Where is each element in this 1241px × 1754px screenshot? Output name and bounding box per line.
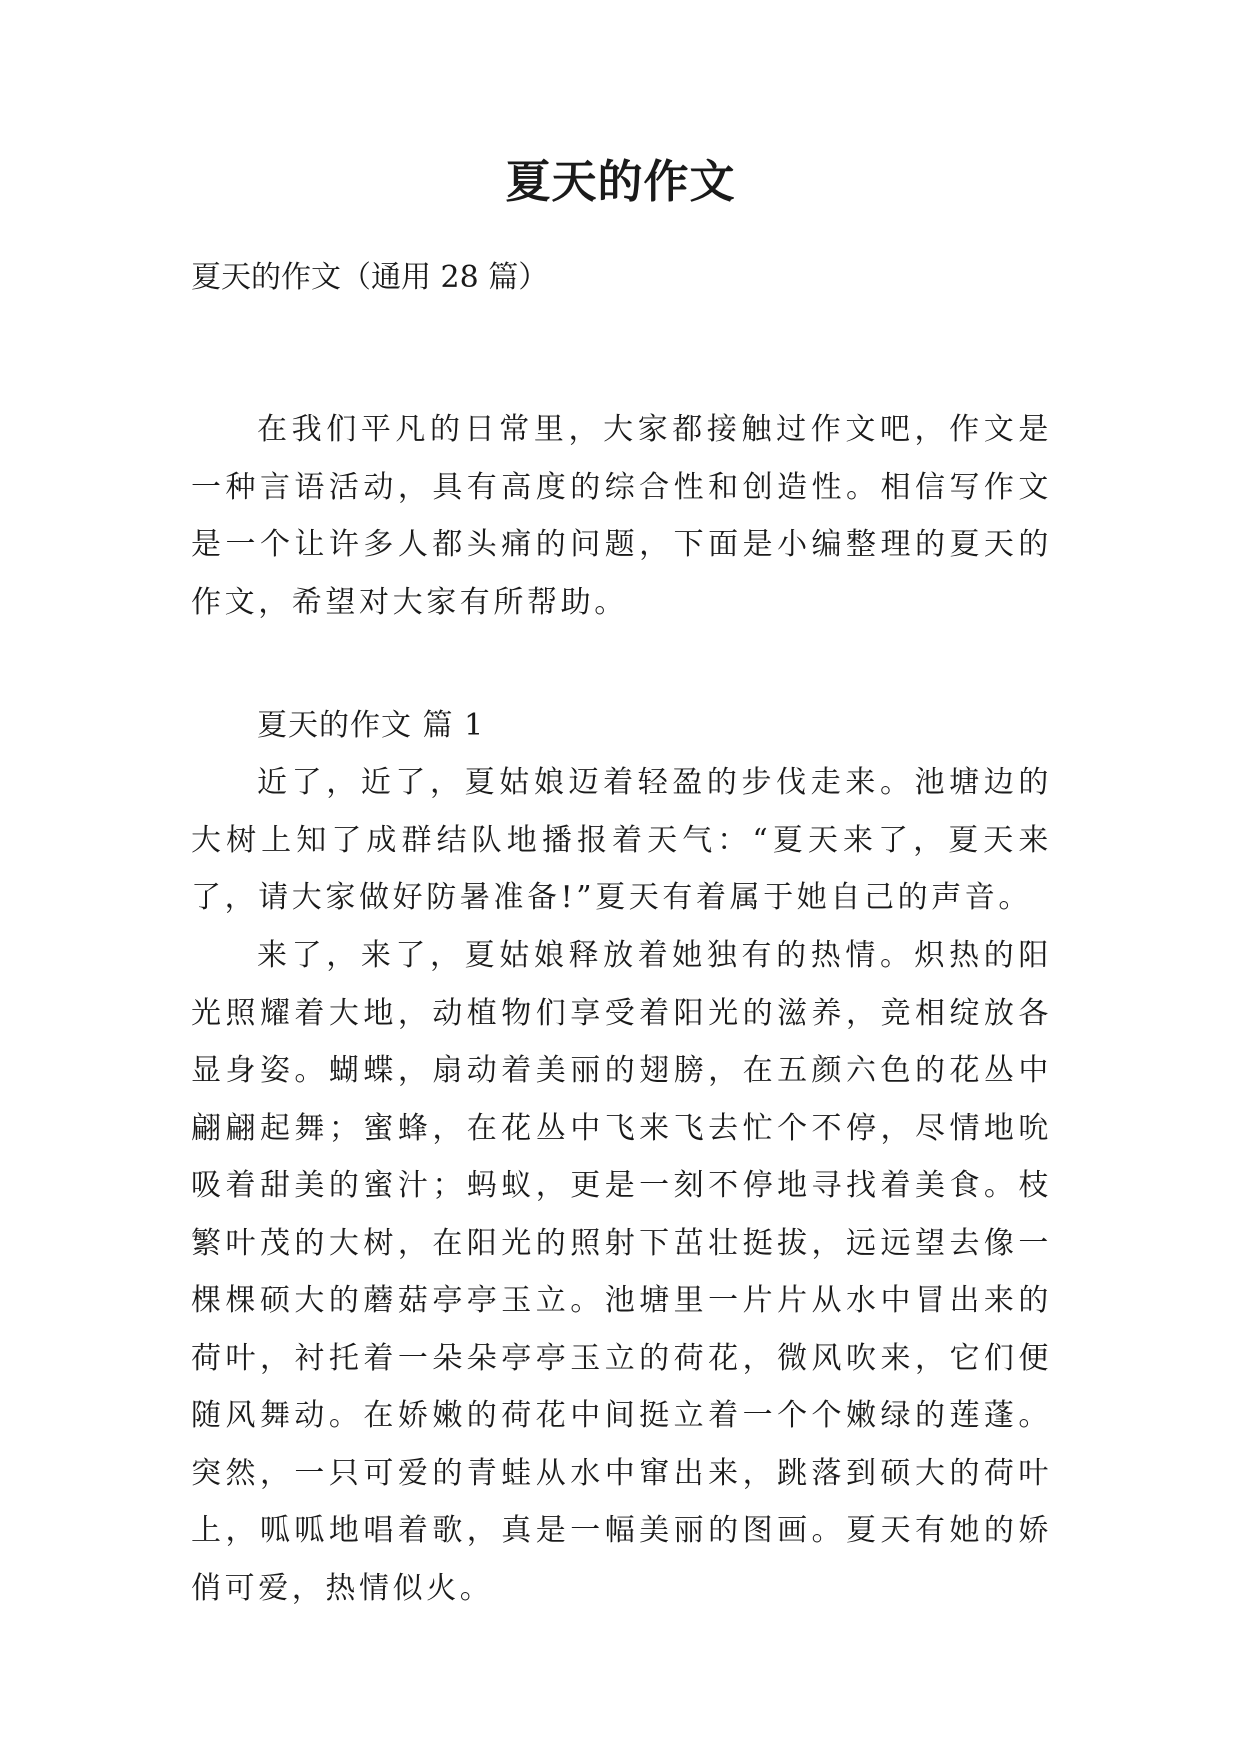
section-paragraph: 来了，来了，夏姑娘释放着她独有的热情。炽热的阳光照耀着大地，动植物们享受着阳光的滋养，竞相绽放各显身姿。蝴蝶，扇动着美丽的翅膀，在五颜六色的花丛中翩翩起舞；蜜蜂，在花丛中飞来飞去忙个不停，尽情地吮吸着甜美的蜜汁；蚂蚁，更是一刻不停地寻找着美食。枝繁叶茂的大树，在阳光的照射下茁壮挺拔，远远望去像一棵棵硕大的蘑菇亭亭玉立。池塘里一片片从水中冒出来的荷叶，衬托着一朵朵亭亭玉立的荷花，微风吹来，它们便随风舞动。在娇嫩的荷花中间挺立着一个个嫩绿的莲蓬。突然，一只可爱的青蛙从水中窜出来，跳落到硕大的荷叶上，呱呱地唱着歌，真是一幅美丽的图画。夏天有她的娇俏可爱，热情似火。 bbox=[191, 938, 1052, 1606]
document-title: 夏天的作文 bbox=[505, 155, 736, 208]
document-subtitle: 夏天的作文（通用 28 篇） bbox=[191, 260, 549, 295]
section-paragraph: 近了，近了，夏姑娘迈着轻盈的步伐走来。池塘边的大树上知了成群结队地播报着天气：“夏天来了，夏天来了，请大家做好防暑准备!”夏天有着属于她自己的声音。 bbox=[191, 765, 1052, 915]
section-heading: 夏天的作文 篇 1 bbox=[257, 708, 485, 743]
intro-paragraph: 在我们平凡的日常里，大家都接触过作文吧，作文是一种言语活动，具有高度的综合性和创造性。相信写作文是一个让许多人都头痛的问题，下面是小编整理的夏天的作文，希望对大家有所帮助。 bbox=[191, 412, 1052, 620]
